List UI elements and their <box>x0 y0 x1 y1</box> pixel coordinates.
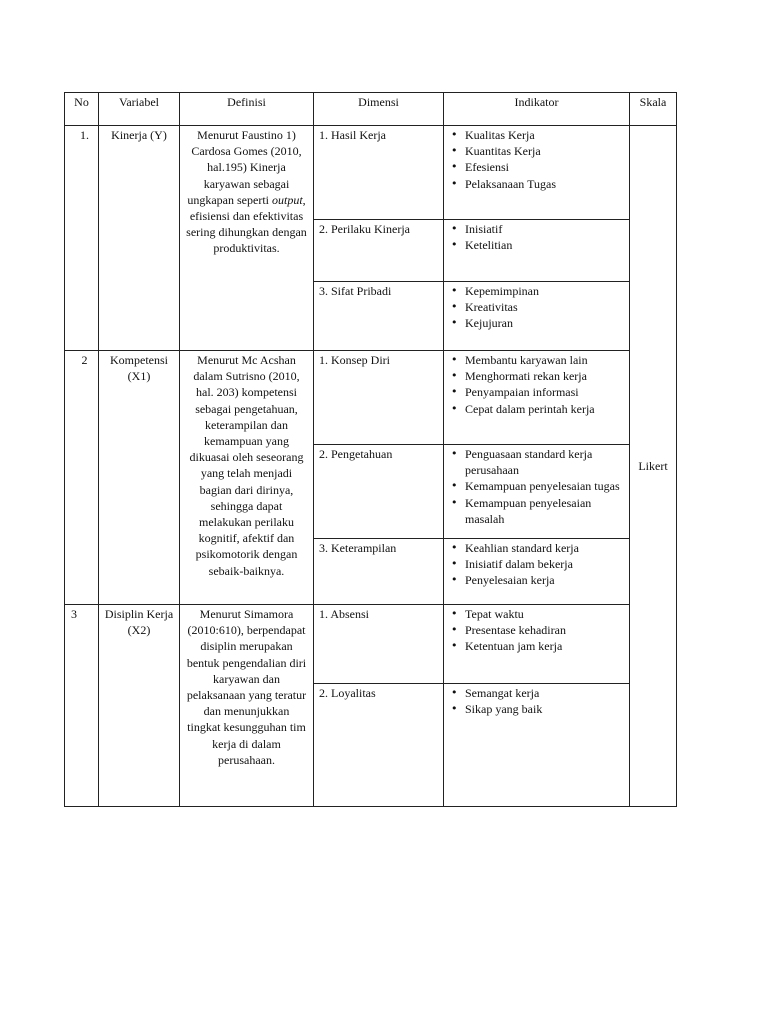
indicator-item: • Kualitas Kerja <box>449 127 629 143</box>
dimension-label: 3. Keterampilan <box>319 541 397 555</box>
indicator-list <box>449 540 629 589</box>
row-number: 2 <box>65 351 99 605</box>
indicator-item: • Semangat kerja <box>449 685 629 701</box>
dimension-cell <box>314 684 444 807</box>
indicator-item: • Kemampuan penyelesaian masalah <box>449 495 629 527</box>
indicator-item: • Kejujuran <box>449 315 629 331</box>
indicator-item: • Membantu karyawan lain <box>449 352 629 368</box>
indicator-item: • Sikap yang baik <box>449 701 629 717</box>
indicator-item: • Penyampaian informasi <box>449 384 629 400</box>
indicator-list <box>449 221 629 253</box>
indicator-item: • Presentase kehadiran <box>449 622 629 638</box>
header-row <box>65 93 677 126</box>
indicator-list <box>449 606 629 655</box>
indicator-item: • Inisiatif <box>449 221 629 237</box>
indicator-item: • Inisiatif dalam bekerja <box>449 556 629 572</box>
table-row <box>65 605 677 684</box>
table-row <box>65 126 677 220</box>
indicator-item: • Penyelesaian kerja <box>449 572 629 588</box>
dimension-label: 3. Sifat Pribadi <box>319 284 392 298</box>
indicator-item: • Ketentuan jam kerja <box>449 638 629 654</box>
indicator-item: • Menghormati rekan kerja <box>449 368 629 384</box>
indicator-cell <box>444 220 630 282</box>
dimension-cell <box>314 605 444 684</box>
header-indikator: Indikator <box>444 93 630 126</box>
dimension-cell <box>314 220 444 282</box>
dimension-label: 2. Pengetahuan <box>319 447 393 461</box>
indicator-list <box>449 352 629 417</box>
header-variabel: Variabel <box>99 93 180 126</box>
dimension-label: 1. Hasil Kerja <box>319 128 386 142</box>
variable-name: Kinerja (Y) <box>99 126 180 351</box>
dimension-cell <box>314 126 444 220</box>
indicator-cell <box>444 605 630 684</box>
row-number: 3 <box>65 605 99 807</box>
definition-cell <box>180 126 314 351</box>
indicator-item: • Keahlian standard kerja <box>449 540 629 556</box>
indicator-list <box>449 283 629 332</box>
header-no: No <box>65 93 99 126</box>
variable-name: Kompetensi (X1) <box>99 351 180 605</box>
definition-text: , efisiensi dan efektivitas sering dihungkan dengan produktivitas. <box>186 192 307 256</box>
variable-name: Disiplin Kerja (X2) <box>99 605 180 807</box>
variable-operationalization-table <box>64 92 677 807</box>
indicator-cell <box>444 445 630 539</box>
definition-cell: Menurut Mc Acshan dalam Sutrisno (2010, hal. 203) kompetensi sebagai pengetahuan, keterampilan dan kemampuan yang dikuasai oleh seseorang yang telah menjadi bagian dari dirinya, sehingga dapat melakukan perilaku kognitif, afektif dan psikomotorik dengan sebaik-baiknya. <box>180 351 314 605</box>
indicator-cell <box>444 684 630 807</box>
indicator-item: • Kreativitas <box>449 299 629 315</box>
dimension-cell <box>314 282 444 351</box>
indicator-item: • Kuantitas Kerja <box>449 143 629 159</box>
header-definisi: Definisi <box>180 93 314 126</box>
dimension-label: 2. Perilaku Kinerja <box>319 222 410 236</box>
indicator-cell <box>444 282 630 351</box>
indicator-cell <box>444 539 630 605</box>
dimension-cell <box>314 539 444 605</box>
dimension-label: 2. Loyalitas <box>319 686 376 700</box>
definition-cell: Menurut Simamora (2010:610), berpendapat disiplin merupakan bentuk pengendalian diri karyawan dan pelaksanaan yang teratur dan menunjukkan tingkat kesungguhan tim kerja di dalam perusahaan. <box>180 605 314 807</box>
indicator-cell <box>444 351 630 445</box>
indicator-item: • Ketelitian <box>449 237 629 253</box>
scale-cell: Likert <box>630 126 677 807</box>
dimension-label: 1. Konsep Diri <box>319 353 390 367</box>
definition-italic-term: output <box>271 192 303 207</box>
header-dimensi: Dimensi <box>314 93 444 126</box>
dimension-label: 1. Absensi <box>319 607 370 621</box>
indicator-item: • Kemampuan penyelesaian tugas <box>449 478 629 494</box>
definition-text: Menurut Faustino 1) Cardosa Gomes (2010, hal.195) Kinerja karyawan sebagai ungkapan seperti <box>187 128 302 207</box>
indicator-item: • Tepat waktu <box>449 606 629 622</box>
dimension-cell <box>314 351 444 445</box>
indicator-item: • Penguasaan standard kerja perusahaan <box>449 446 629 478</box>
indicator-item: • Pelaksanaan Tugas <box>449 176 629 192</box>
indicator-list <box>449 685 629 717</box>
dimension-cell <box>314 445 444 539</box>
indicator-cell <box>444 126 630 220</box>
row-number: 1. <box>65 126 99 351</box>
indicator-list <box>449 127 629 192</box>
indicator-list <box>449 446 629 527</box>
indicator-item: • Kepemimpinan <box>449 283 629 299</box>
indicator-item: • Efesiensi <box>449 159 629 175</box>
table-row <box>65 351 677 445</box>
header-skala: Skala <box>630 93 677 126</box>
indicator-item: • Cepat dalam perintah kerja <box>449 401 629 417</box>
